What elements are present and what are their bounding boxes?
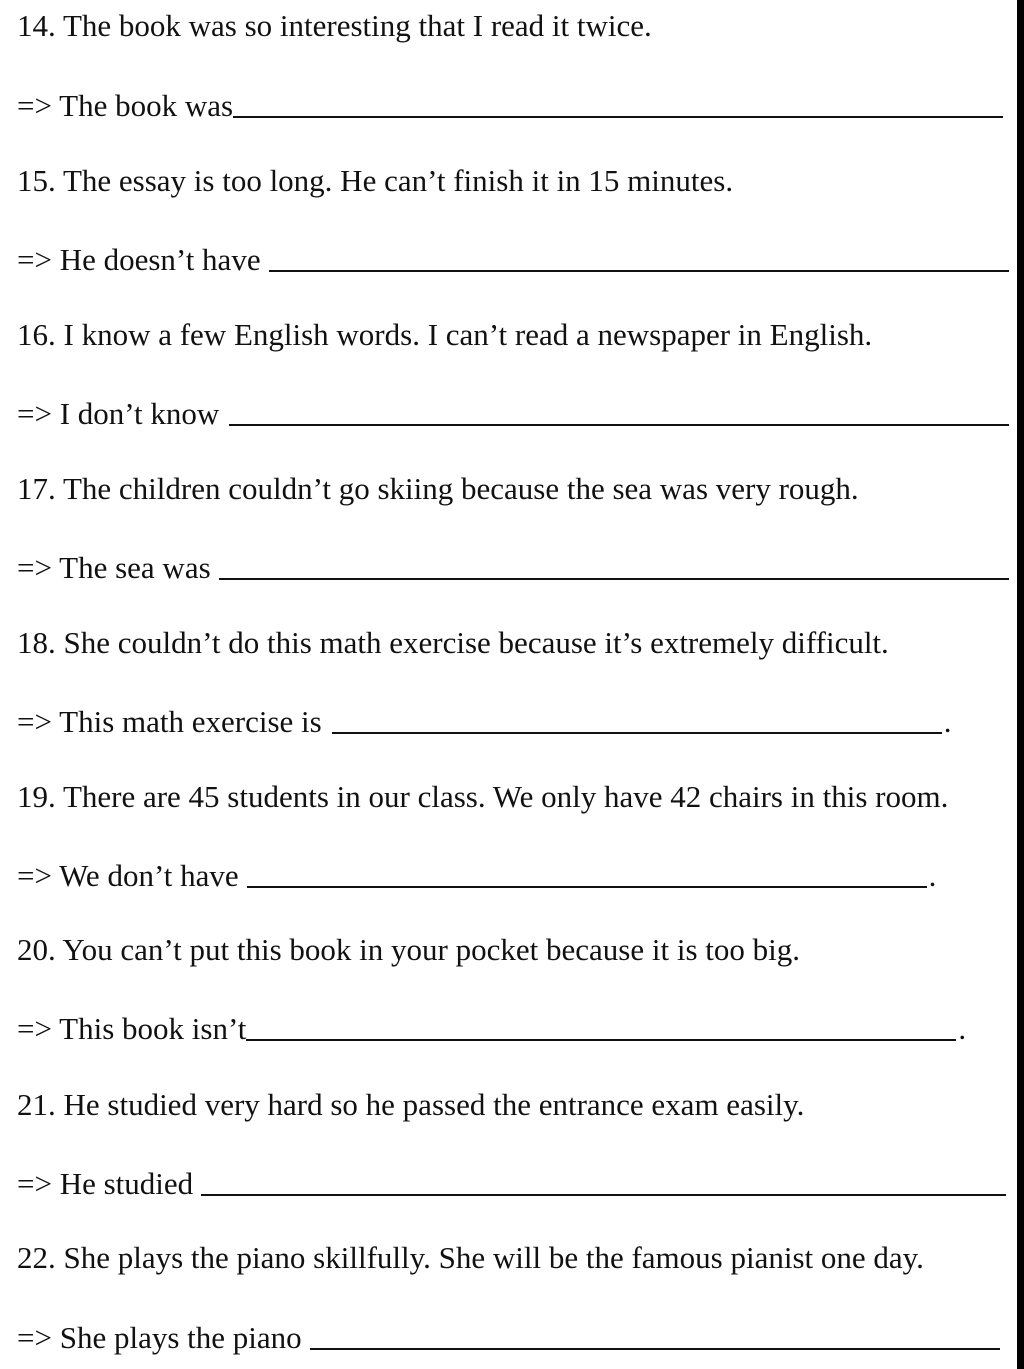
page-right-edge (1017, 0, 1024, 1369)
answer-line-19 (17, 856, 936, 894)
question-18 (17, 625, 889, 661)
answer-prompt: => We don’t have (17, 858, 239, 893)
question-19 (17, 779, 948, 815)
answer-line-14 (17, 86, 1003, 124)
answer-line-15 (17, 240, 1009, 278)
answer-blank[interactable] (233, 88, 1003, 118)
question-16 (17, 317, 872, 353)
answer-blank[interactable] (246, 1011, 956, 1041)
question-text: 18. She couldn’t do this math exercise because it’s extremely difficult. (17, 625, 889, 660)
question-14 (17, 8, 652, 44)
answer-prompt: => This book isn’t (17, 1011, 247, 1046)
answer-blank[interactable] (310, 1320, 1000, 1350)
answer-blank[interactable] (247, 858, 927, 888)
answer-line-20 (17, 1009, 966, 1047)
answer-blank[interactable] (269, 242, 1009, 272)
question-22 (17, 1240, 924, 1276)
answer-prompt: => He doesn’t have (17, 242, 261, 277)
answer-blank[interactable] (219, 550, 1009, 580)
answer-line-18 (17, 702, 951, 740)
answer-prompt: => This math exercise is (17, 704, 322, 739)
answer-end-punctuation: . (943, 704, 952, 739)
question-20 (17, 932, 800, 968)
answer-end-punctuation: . (928, 858, 937, 893)
question-15 (17, 163, 733, 199)
answer-prompt: => The sea was (17, 550, 211, 585)
question-text: 17. The children couldn’t go skiing because the sea was very rough. (17, 471, 859, 506)
question-text: 14. The book was so interesting that I read it twice. (17, 8, 652, 43)
question-text: 20. You can’t put this book in your pocket because it is too big. (17, 932, 800, 967)
answer-blank[interactable] (229, 396, 1009, 426)
answer-end-punctuation: . (958, 1011, 967, 1046)
question-text: 15. The essay is too long. He can’t finish it in 15 minutes. (17, 163, 734, 198)
answer-line-17 (17, 548, 1009, 586)
answer-prompt: => I don’t know (17, 396, 220, 431)
answer-prompt: => He studied (17, 1166, 194, 1201)
answer-prompt: => The book was (17, 88, 234, 123)
question-21 (17, 1087, 804, 1123)
answer-blank[interactable] (201, 1166, 1006, 1196)
answer-line-22 (17, 1318, 1000, 1356)
question-text: 16. I know a few English words. I can’t read a newspaper in English. (17, 317, 873, 352)
question-17 (17, 471, 859, 507)
answer-line-21 (17, 1164, 1006, 1202)
question-text: 22. She plays the piano skillfully. She will be the famous pianist one day. (17, 1240, 924, 1275)
answer-blank[interactable] (332, 704, 942, 734)
question-text: 21. He studied very hard so he passed the entrance exam easily. (17, 1087, 805, 1122)
question-text: 19. There are 45 students in our class. We only have 42 chairs in this room. (17, 779, 949, 814)
answer-line-16 (17, 394, 1009, 432)
answer-prompt: => She plays the piano (17, 1320, 302, 1355)
